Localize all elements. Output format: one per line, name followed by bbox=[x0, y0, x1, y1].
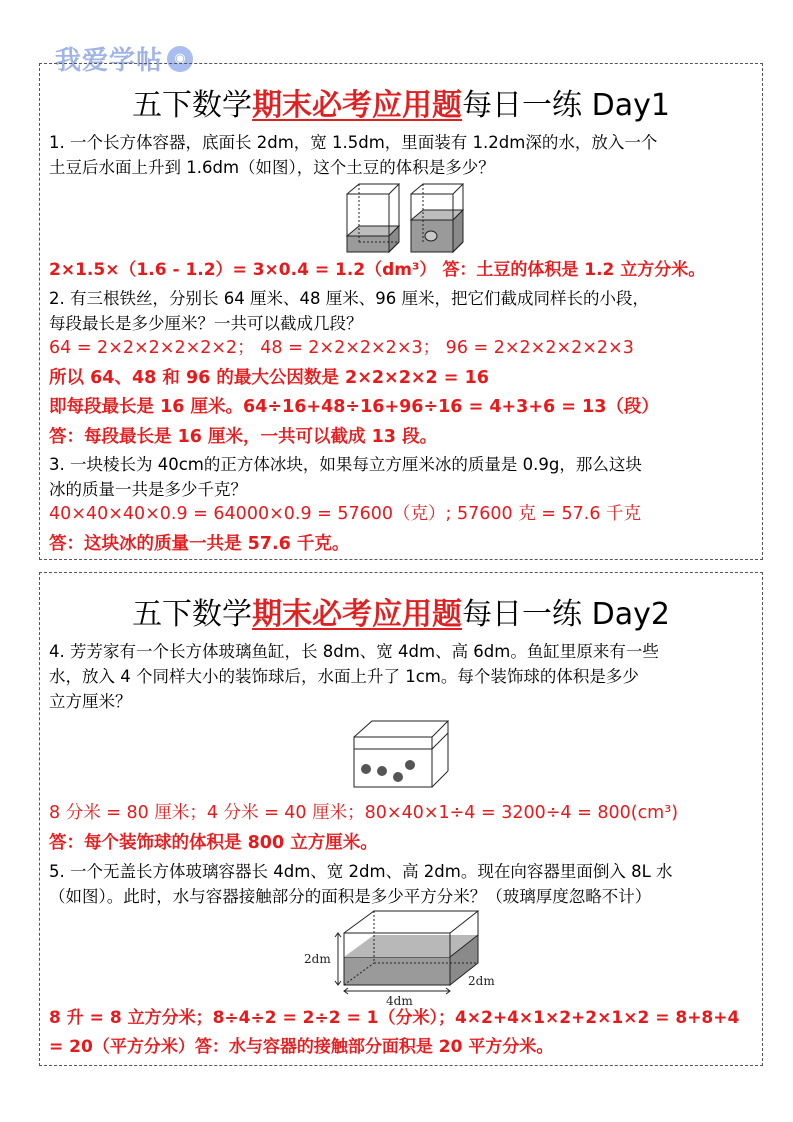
fig-length-label: 4dm bbox=[386, 994, 413, 1005]
q2-answer1: 64 = 2×2×2×2×2×2； 48 = 2×2×2×2×3； 96 = 2×2×2×2×2×3 bbox=[49, 338, 634, 358]
q4-answer2: 答：每个装饰球的体积是 800 立方厘米。 bbox=[49, 833, 378, 853]
q1-text bbox=[49, 130, 757, 180]
q1-line1: 1. 一个长方体容器，底面长 2dm，宽 1.5dm，里面装有 1.2dm深的水，放入一个 bbox=[49, 133, 658, 152]
ball-3 bbox=[393, 772, 403, 782]
container-after bbox=[411, 184, 463, 252]
day1-title-post: 每日一练 Day1 bbox=[462, 88, 670, 123]
q3-answer1: 40×40×40×0.9 = 64000×0.9 = 57600（克）; 57600 克 = 57.6 千克 bbox=[49, 504, 642, 524]
day2-title bbox=[40, 589, 762, 633]
q2-line1: 2. 有三根铁丝，分别长 64 厘米、48 厘米、96 厘米，把它们截成同样长的小段， bbox=[49, 289, 649, 308]
day1-title-pre: 五下数学 bbox=[132, 88, 253, 123]
q5-line1: 5. 一个无盖长方体玻璃容器长 4dm、宽 2dm、高 2dm。现在向容器里面倒入 8L 水 bbox=[49, 862, 673, 881]
q5-answer2: = 20（平方分米）答：水与容器的接触部分面积是 20 平方分米。 bbox=[49, 1037, 554, 1057]
fish-tank-figure bbox=[352, 719, 452, 791]
q2-answer2: 所以 64、48 和 96 的最大公因数是 2×2×2×2 = 16 bbox=[49, 368, 489, 388]
q4-line2: 水，放入 4 个同样大小的装饰球后，水面上升了 1cm。每个装饰球的体积是多少 bbox=[49, 667, 639, 686]
q4-text bbox=[49, 639, 757, 714]
logo-text: 我爱学帖 bbox=[55, 46, 164, 76]
q1-answer: 2×1.5×（1.6 - 1.2）= 3×0.4 = 1.2（dm³） 答：土豆的体积是 1.2 立方分米。 bbox=[49, 260, 706, 280]
q5-text bbox=[49, 859, 757, 909]
ball-1 bbox=[361, 764, 371, 774]
q2-answer4: 答：每段最长是 16 厘米，一共可以截成 13 段。 bbox=[49, 427, 438, 447]
container-before bbox=[347, 184, 399, 252]
q3-text bbox=[49, 452, 757, 502]
day2-title-pre: 五下数学 bbox=[132, 597, 253, 632]
q5-line2: （如图）。此时，水与容器接触部分的面积是多少平方分米？（玻璃厚度忽略不计） bbox=[49, 887, 652, 906]
q1-line2: 土豆后水面上升到 1.6dm（如图），这个土豆的体积是多少？ bbox=[49, 158, 495, 177]
q3-line2: 冰的质量一共是多少千克？ bbox=[49, 480, 247, 499]
q2-line2: 每段最长是多少厘米？一共可以截成几段？ bbox=[49, 314, 363, 333]
q4-line3: 立方厘米？ bbox=[49, 692, 132, 711]
q3-line1: 3. 一块棱长为 40cm的正方体冰块，如果每立方厘米冰的质量是 0.9g，那么这块 bbox=[49, 455, 642, 474]
day2-card bbox=[39, 572, 763, 1066]
q3-answer2: 答：这块冰的质量一共是 57.6 千克。 bbox=[49, 534, 350, 554]
day1-card bbox=[39, 63, 763, 560]
q2-text bbox=[49, 286, 757, 336]
day1-title-highlight: 期末必考应用题 bbox=[252, 88, 463, 123]
glass-container-figure bbox=[302, 909, 502, 1005]
ball-2 bbox=[377, 766, 387, 776]
potato-container-figure bbox=[345, 180, 465, 256]
ball-4 bbox=[405, 760, 415, 770]
q2-answer3: 即每段最长是 16 厘米。64÷16+48÷16+96÷16 = 4+3+6 = 13（段） bbox=[49, 397, 659, 417]
q4-line1: 4. 芳芳家有一个长方体玻璃鱼缸，长 8dm、宽 4dm、高 6dm。鱼缸里原来有一些 bbox=[49, 642, 659, 661]
logo-icon: ◉ bbox=[167, 46, 193, 72]
fig-height-label: 2dm bbox=[304, 952, 331, 966]
q4-answer1: 8 分米 = 80 厘米；4 分米 = 40 厘米；80×40×1÷4 = 3200÷4 = 800(cm³) bbox=[49, 803, 679, 823]
day2-title-highlight: 期末必考应用题 bbox=[252, 597, 463, 632]
day2-title-post: 每日一练 Day2 bbox=[462, 597, 670, 632]
q5-answer1: 8 升 = 8 立方分米；8÷4÷2 = 2÷2 = 1（分米）；4×2+4×1×2+2×1×2 = 8+8+4 bbox=[49, 1008, 740, 1028]
day1-title bbox=[40, 80, 762, 124]
fig-width-label: 2dm bbox=[468, 974, 495, 988]
